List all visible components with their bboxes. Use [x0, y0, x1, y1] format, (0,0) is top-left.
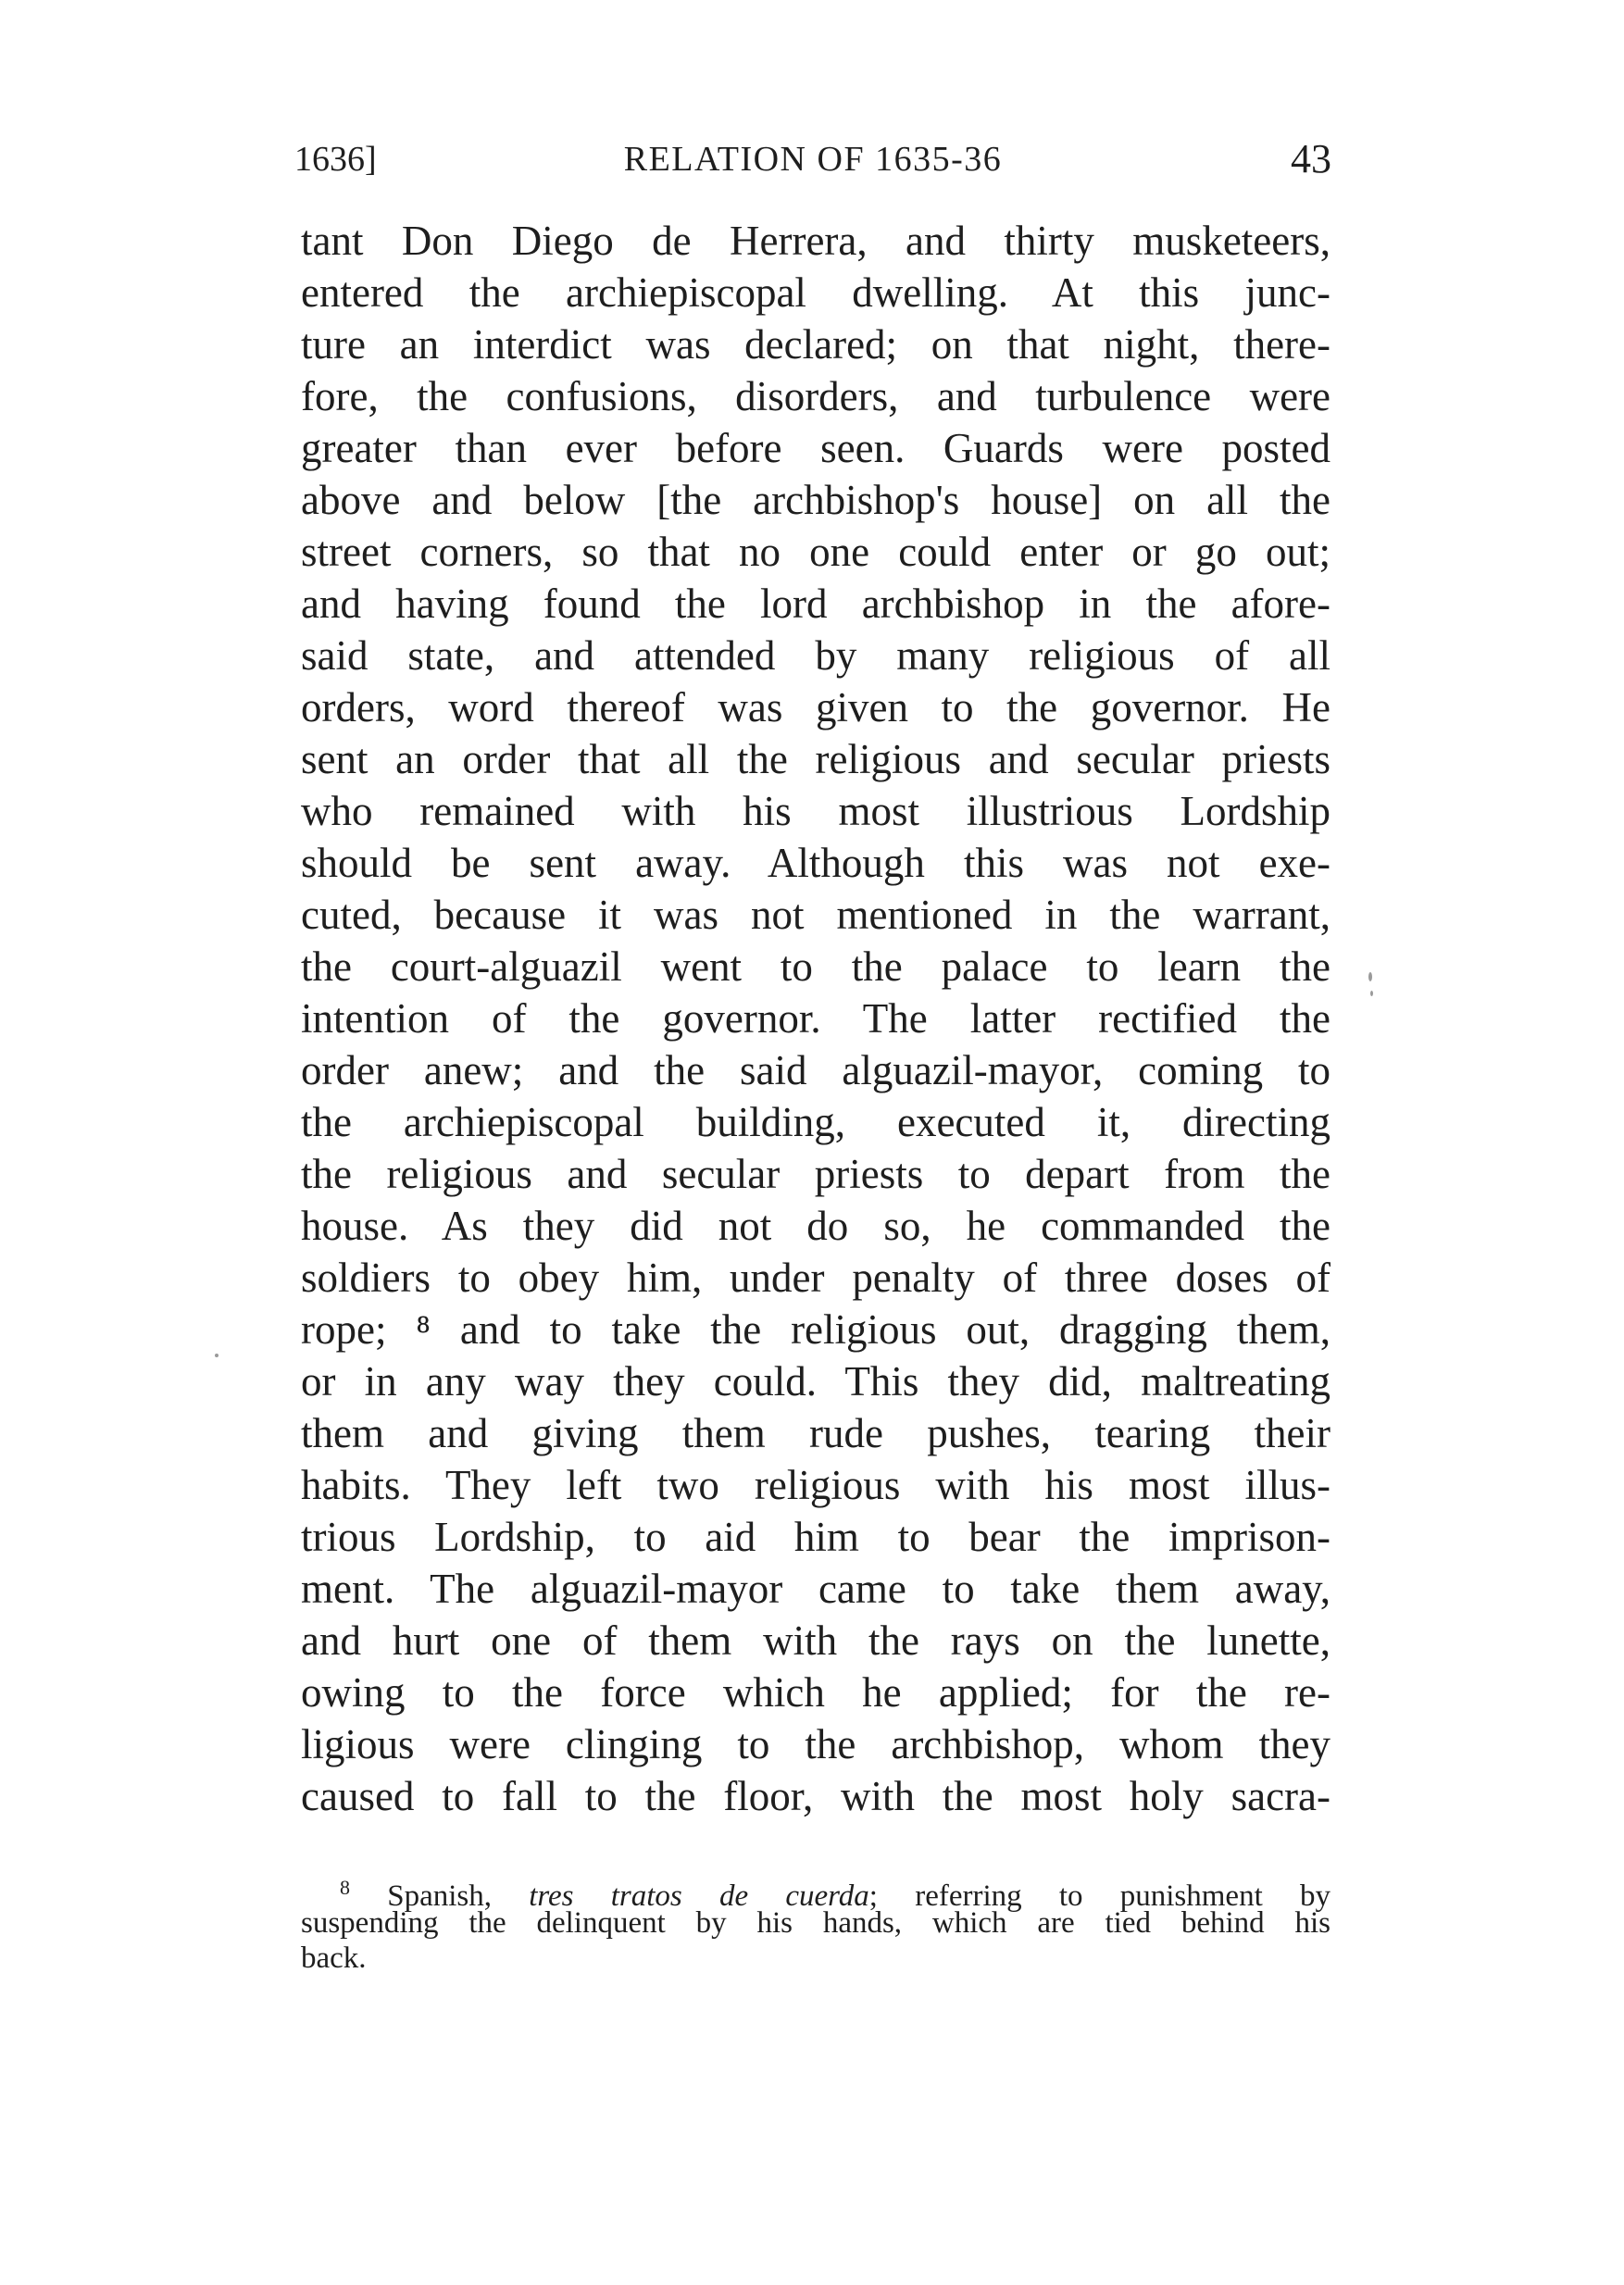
body-line: intention of the governor. The latter rectified the: [301, 995, 1330, 1042]
body-line: caused to fall to the floor, with the most holy sacra-: [301, 1773, 1330, 1819]
body-line: the archiepiscopal building, executed it, directing: [301, 1099, 1330, 1145]
body-line: trious Lordship, to aid him to bear the imprison-: [301, 1514, 1330, 1560]
running-head: [294, 131, 1331, 187]
body-line: greater than ever before seen. Guards were posted: [301, 425, 1330, 471]
body-line: cuted, because it was not mentioned in the warrant,: [301, 892, 1330, 938]
body-line: sent an order that all the religious and secular priests: [301, 736, 1330, 782]
footnote-text: Spanish,: [387, 1879, 530, 1913]
body-line: habits. They left two religious with his most illus-: [301, 1462, 1330, 1508]
footnote-italic-phrase: tres tratos de cuerda: [529, 1879, 869, 1913]
body-line: said state, and attended by many religious of all: [301, 632, 1330, 679]
scan-speck: [1368, 972, 1372, 981]
scan-speck: [215, 1354, 219, 1357]
footnote-line: suspending the delinquent by his hands, which are tied behind his: [301, 1906, 1330, 1940]
page-number: 43: [1291, 136, 1331, 181]
footnote-text: ; referring to punishment by: [868, 1879, 1330, 1913]
body-line: street corners, so that no one could enter or go out;: [301, 529, 1330, 575]
body-line: should be sent away. Although this was not exe-: [301, 840, 1330, 886]
body-line: fore, the confusions, disorders, and turbulence were: [301, 373, 1330, 419]
body-line: who remained with his most illustrious Lordship: [301, 788, 1330, 834]
body-line: them and giving them rude pushes, tearing their: [301, 1410, 1330, 1456]
body-line: the court-alguazil went to the palace to learn the: [301, 943, 1330, 990]
body-line: orders, word thereof was given to the governor. He: [301, 684, 1330, 730]
body-line: ment. The alguazil-mayor came to take them away,: [301, 1566, 1330, 1612]
footnote-line: [301, 1870, 1330, 1913]
footnote-line: back.: [301, 1942, 367, 1975]
body-line: or in any way they could. This they did, maltreating: [301, 1358, 1330, 1405]
body-text: [301, 215, 1330, 1822]
scan-speck: [1370, 991, 1373, 996]
body-line: above and below [the archbishop's house] on all the: [301, 477, 1330, 523]
body-line: the religious and secular priests to depart from the: [301, 1151, 1330, 1197]
running-head-year: 1636]: [294, 140, 377, 179]
body-line: ligious were clinging to the archbishop, whom they: [301, 1721, 1330, 1767]
running-head-title: RELATION OF 1635-36: [623, 140, 1003, 179]
body-line: house. As they did not do so, he commanded the: [301, 1203, 1330, 1249]
body-line: rope; ⁸ and to take the religious out, dragging them,: [301, 1306, 1330, 1353]
body-line: and having found the lord archbishop in the afore-: [301, 581, 1330, 627]
body-line: ture an interdict was declared; on that night, there-: [301, 321, 1330, 368]
body-line: owing to the force which he applied; for the re-: [301, 1669, 1330, 1716]
body-line: entered the archiepiscopal dwelling. At this junc-: [301, 269, 1330, 316]
body-line: order anew; and the said alguazil-mayor, coming to: [301, 1047, 1330, 1093]
body-line: and hurt one of them with the rays on the lunette,: [301, 1617, 1330, 1664]
body-line: tant Don Diego de Herrera, and thirty musketeers,: [301, 218, 1330, 264]
footnote: [301, 1870, 1330, 1976]
body-line: soldiers to obey him, under penalty of three doses of: [301, 1255, 1330, 1301]
footnote-marker: 8: [340, 1876, 350, 1899]
